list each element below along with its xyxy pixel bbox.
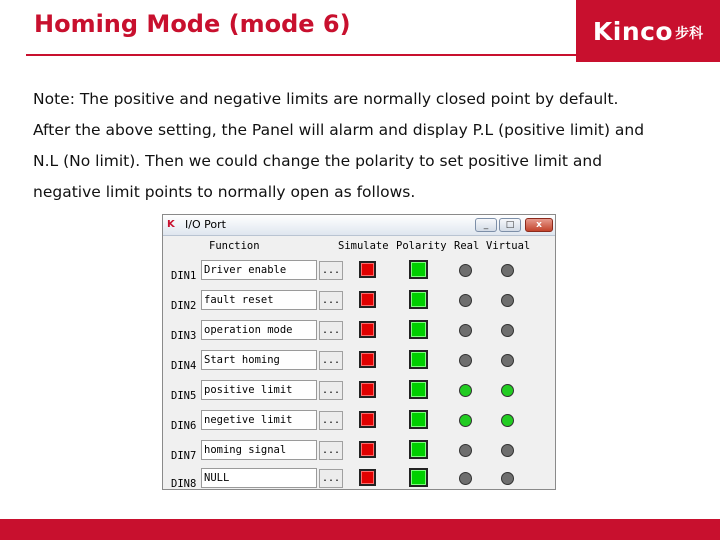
- function-field[interactable]: operation mode: [201, 320, 317, 340]
- kinco-logo: [576, 0, 720, 62]
- function-field[interactable]: NULL: [201, 468, 317, 488]
- io-row-din8: [163, 468, 555, 490]
- polarity-toggle[interactable]: [409, 410, 428, 429]
- simulate-toggle[interactable]: [359, 441, 376, 458]
- note-line: negative limit points to normally open as follows.: [33, 183, 416, 201]
- io-row-din6: [163, 410, 555, 440]
- polarity-toggle[interactable]: [409, 260, 428, 279]
- close-button[interactable]: x: [525, 218, 553, 232]
- simulate-toggle[interactable]: [359, 261, 376, 278]
- din-label: DIN3: [171, 330, 197, 342]
- din-label: DIN6: [171, 420, 197, 432]
- logo-chinese-text: 步科: [675, 26, 704, 42]
- note-text: [33, 84, 693, 208]
- virtual-status-led: [501, 294, 514, 307]
- window-titlebar[interactable]: [163, 215, 555, 236]
- real-status-led: [459, 264, 472, 277]
- simulate-toggle[interactable]: [359, 411, 376, 428]
- minimize-button[interactable]: _: [475, 218, 497, 232]
- polarity-toggle[interactable]: [409, 290, 428, 309]
- real-status-led: [459, 384, 472, 397]
- browse-button[interactable]: ...: [319, 441, 343, 460]
- note-line: N.L (No limit). Then we could change the polarity to set positive limit and: [33, 152, 603, 170]
- window-title: I/O Port: [185, 218, 226, 231]
- function-field[interactable]: Start homing: [201, 350, 317, 370]
- header-real: Real: [454, 240, 480, 252]
- virtual-status-led: [501, 384, 514, 397]
- header-function: Function: [209, 240, 260, 252]
- io-row-din4: [163, 350, 555, 380]
- browse-button[interactable]: ...: [319, 469, 343, 488]
- simulate-toggle[interactable]: [359, 291, 376, 308]
- virtual-status-led: [501, 414, 514, 427]
- io-port-window: [162, 214, 556, 490]
- din-label: DIN2: [171, 300, 197, 312]
- polarity-toggle[interactable]: [409, 350, 428, 369]
- real-status-led: [459, 324, 472, 337]
- browse-button[interactable]: ...: [319, 351, 343, 370]
- function-field[interactable]: Driver enable: [201, 260, 317, 280]
- simulate-toggle[interactable]: [359, 351, 376, 368]
- function-field[interactable]: fault reset: [201, 290, 317, 310]
- footer-bar: [0, 519, 720, 540]
- polarity-toggle[interactable]: [409, 440, 428, 459]
- title-underline: [26, 54, 576, 56]
- header-polarity: Polarity: [396, 240, 447, 252]
- function-field[interactable]: negetive limit: [201, 410, 317, 430]
- simulate-toggle[interactable]: [359, 381, 376, 398]
- slide-title: Homing Mode (mode 6): [34, 10, 351, 38]
- real-status-led: [459, 354, 472, 367]
- io-row-din7: [163, 440, 555, 470]
- real-status-led: [459, 472, 472, 485]
- polarity-toggle[interactable]: [409, 468, 428, 487]
- real-status-led: [459, 294, 472, 307]
- maximize-button[interactable]: □: [499, 218, 521, 232]
- browse-button[interactable]: ...: [319, 321, 343, 340]
- header-simulate: Simulate: [338, 240, 389, 252]
- virtual-status-led: [501, 444, 514, 457]
- simulate-toggle[interactable]: [359, 321, 376, 338]
- function-field[interactable]: positive limit: [201, 380, 317, 400]
- browse-button[interactable]: ...: [319, 291, 343, 310]
- din-label: DIN7: [171, 450, 197, 462]
- io-row-din3: [163, 320, 555, 350]
- din-label: DIN5: [171, 390, 197, 402]
- virtual-status-led: [501, 324, 514, 337]
- virtual-status-led: [501, 472, 514, 485]
- logo-brand-text: Kinco: [592, 16, 674, 46]
- browse-button[interactable]: ...: [319, 411, 343, 430]
- real-status-led: [459, 414, 472, 427]
- io-row-din5: [163, 380, 555, 410]
- simulate-toggle[interactable]: [359, 469, 376, 486]
- note-line: After the above setting, the Panel will alarm and display P.L (positive limit) and: [33, 121, 645, 139]
- virtual-status-led: [501, 354, 514, 367]
- function-field[interactable]: homing signal: [201, 440, 317, 460]
- real-status-led: [459, 444, 472, 457]
- polarity-toggle[interactable]: [409, 320, 428, 339]
- io-row-din1: [163, 260, 555, 290]
- note-line: Note: The positive and negative limits are normally closed point by default.: [33, 90, 619, 108]
- browse-button[interactable]: ...: [319, 381, 343, 400]
- din-label: DIN8: [171, 478, 197, 490]
- virtual-status-led: [501, 264, 514, 277]
- browse-button[interactable]: ...: [319, 261, 343, 280]
- din-label: DIN1: [171, 270, 197, 282]
- polarity-toggle[interactable]: [409, 380, 428, 399]
- kinco-app-icon: K: [167, 219, 175, 230]
- din-label: DIN4: [171, 360, 197, 372]
- io-row-din2: [163, 290, 555, 320]
- header-virtual: Virtual: [486, 240, 531, 252]
